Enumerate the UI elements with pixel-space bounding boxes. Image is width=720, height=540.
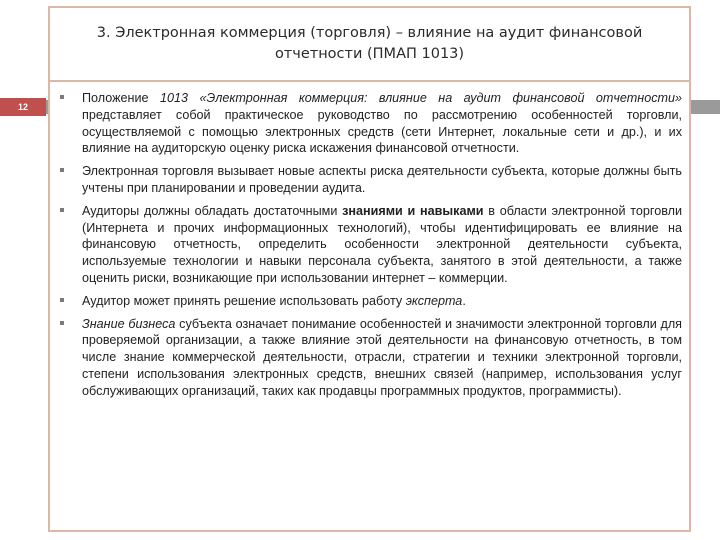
item-text: Аудиторы должны обладать достаточными <box>82 203 343 218</box>
bullet-icon <box>60 95 64 99</box>
list-item <box>58 316 682 400</box>
item-text: эксперта <box>405 293 463 308</box>
item-text: представляет собой практическое руководство по рассмотрению особенностей торговли, осуществляемой с помощью электронных средств (сети Интернет, локальные сети и др.), и их влияние на аудиторскую оценку риска искажения финансовой отчетности. <box>82 107 682 156</box>
list-item <box>58 90 682 157</box>
item-text: Электронная торговля вызывает новые аспекты риска деятельности субъекта, которые должны быть учтены при планировании и проведении аудита. <box>82 164 682 195</box>
slide-title: 3. Электронная коммерция (торговля) – влияние на аудит финансовой отчетности (ПМАП 1013) <box>96 25 643 62</box>
list-item <box>58 203 682 287</box>
item-text: Аудитор может принять решение использовать работу <box>82 293 406 308</box>
title-box <box>48 6 691 82</box>
item-text: знаниями и навыками <box>342 203 484 218</box>
bullet-icon <box>60 298 64 302</box>
list-item <box>58 293 682 310</box>
item-text: . <box>462 293 466 308</box>
list-item <box>58 163 682 197</box>
item-text: в области электронной торговли (Интернета и прочих информационных технологий), чтобы идентифицировать ее влияние на финансовую отчетность, определить особенности электронной деятельности субъекта, используемые технологии и навыки персонала субъекта, занятого в этой деятельности, а также оценить риски, возникающие при использовании интернет – коммерции. <box>82 203 682 285</box>
page-number: 12 <box>0 98 46 116</box>
bullet-icon <box>60 321 64 325</box>
bullet-list <box>58 90 682 406</box>
bullet-icon <box>60 208 64 212</box>
item-text: Положение <box>82 91 161 105</box>
item-text: субъекта означает понимание особенностей и значимости электронной торговли для проверяемой организации, а также влияние этой деятельности на финансовую отчетность, в том числе знание коммерческой деятельности, отрасли, стратегии и техники электронной торговли, степени использования электронных средств, внешних связей (например, использования услуг обслуживающих организаций, таких как продавцы программных продуктов, программисты). <box>82 316 683 398</box>
item-text: 1013 «Электронная коммерция: влияние на аудит финансовой отчетности» <box>160 91 683 105</box>
item-text: Знание бизнеса <box>82 316 176 331</box>
bullet-icon <box>60 168 64 172</box>
